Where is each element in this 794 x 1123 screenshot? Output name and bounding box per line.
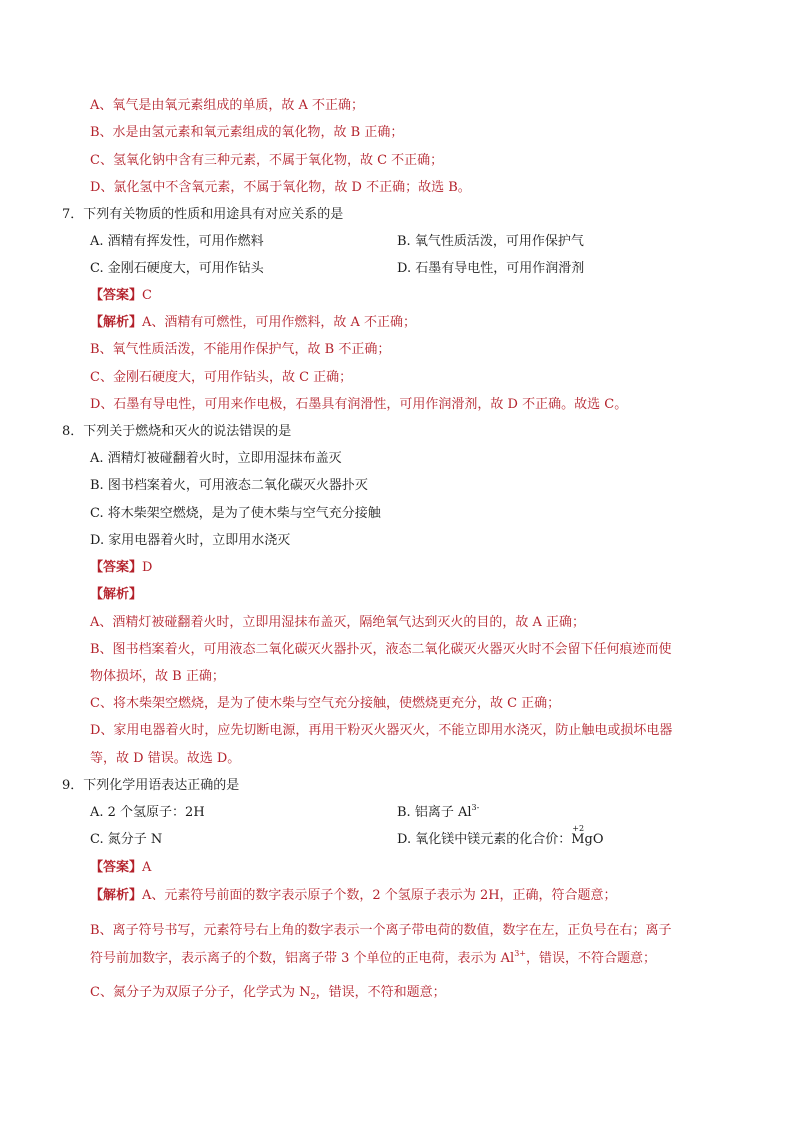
answer-tag: 【答案】 bbox=[90, 560, 143, 575]
question-8-analysis-b1: B、图书档案着火，可用液态二氧化碳灭火器扑灭，液态二氧化碳灭火器灭火时不会留下任何痕迹而使 bbox=[90, 642, 672, 657]
analysis-tag: 【解析】 bbox=[90, 888, 143, 903]
option-b-charge: 3- bbox=[471, 803, 480, 812]
question-8-answer bbox=[90, 559, 152, 577]
option-d-formula-with-valence bbox=[571, 824, 604, 849]
analysis-b2-text: 符号前加数字，表示离子的个数，铝离子带 3 个单位的正电荷，表示为 Al bbox=[90, 951, 515, 966]
analysis-line-d: D、氯化氢中不含氧元素，不属于氧化物，故 D 不正确；故选 B。 bbox=[90, 180, 471, 195]
question-9-analysis-c bbox=[90, 984, 446, 1002]
question-7-analysis-b: B、氧气性质活泼，不能用作保护气，故 B 不正确； bbox=[90, 342, 391, 357]
question-9-option-d bbox=[397, 824, 604, 849]
question-8-option-a: A. 酒精灯被碰翻着火时，立即用湿抹布盖灭 bbox=[90, 451, 342, 466]
question-9-option-b bbox=[397, 804, 479, 822]
analysis-line-c: C、氢氧化钠中含有三种元素，不属于氧化物，故 C 不正确； bbox=[90, 153, 444, 168]
question-7-option-c: C. 金刚石硬度大，可用作钻头 bbox=[90, 261, 264, 276]
analysis-c-text: C、氮分子为双原子分子，化学式为 N bbox=[90, 985, 311, 1000]
question-7-option-a: A. 酒精有挥发性，可用作燃料 bbox=[90, 234, 264, 249]
answer-value: C bbox=[142, 288, 152, 303]
aluminum-ion-charge: 3+ bbox=[514, 949, 527, 958]
analysis-text: A、元素符号前面的数字表示原子个数，2 个氢原子表示为 2H，正确，符合题意； bbox=[142, 888, 617, 903]
valence-mark: +2 bbox=[572, 824, 585, 833]
question-8-analysis-b2: 物体损坏，故 B 正确； bbox=[90, 669, 225, 684]
question-9-analysis-b1: B、离子符号书写，元素符号右上角的数字表示一个离子带电荷的数值，数字在左，正负号在右；离子 bbox=[90, 923, 672, 938]
question-9-analysis-b2 bbox=[90, 950, 656, 968]
question-8-analysis-d2: 等，故 D 错误。故选 D。 bbox=[90, 751, 241, 766]
question-8-analysis-c: C、将木柴架空燃烧，是为了使木柴与空气充分接触，使燃烧更充分，故 C 正确； bbox=[90, 696, 561, 711]
question-7-analysis-c: C、金刚石硬度大，可用作钻头，故 C 正确； bbox=[90, 370, 353, 385]
answer-tag: 【答案】 bbox=[90, 860, 143, 875]
analysis-c-tail: ，错误，不符和题意； bbox=[315, 985, 446, 1000]
answer-tag: 【答案】 bbox=[90, 288, 143, 303]
analysis-b2-tail: ，错误，不符合题意； bbox=[526, 951, 657, 966]
question-7-analysis-d: D、石墨有导电性，可用来作电极，石墨具有润滑性，可用作润滑剂，故 D 不正确。故选 C。 bbox=[90, 397, 628, 412]
question-9-answer bbox=[90, 859, 151, 877]
analysis-tag: 【解析】 bbox=[90, 315, 143, 330]
answer-value: A bbox=[142, 860, 152, 875]
question-7-option-d: D. 石墨有导电性，可用作润滑剂 bbox=[397, 261, 585, 276]
analysis-text: A、酒精有可燃性，可用作燃料，故 A 不正确； bbox=[142, 315, 417, 330]
option-d-text: D. 氧化镁中镁元素的化合价： bbox=[397, 832, 572, 847]
question-8-option-b: B. 图书档案着火，可用液态二氧化碳灭火器扑灭 bbox=[90, 478, 368, 493]
question-7-stem: 7．下列有关物质的性质和用途具有对应关系的是 bbox=[62, 207, 344, 222]
answer-value: D bbox=[142, 560, 153, 575]
nitrogen-subscript: 2 bbox=[310, 992, 316, 1001]
question-7-option-b: B. 氧气性质活泼，可用作保护气 bbox=[397, 234, 584, 249]
formula: MgO bbox=[571, 832, 604, 847]
question-8-analysis-tag: 【解析】 bbox=[90, 587, 143, 602]
question-8-option-c: C. 将木柴架空燃烧，是为了使木柴与空气充分接触 bbox=[90, 506, 381, 521]
question-9-stem: 9．下列化学用语表达正确的是 bbox=[62, 778, 240, 793]
option-b-text: B. 铝离子 Al bbox=[397, 805, 472, 820]
question-7-answer bbox=[90, 287, 152, 305]
question-9-option-c: C. 氮分子 N bbox=[90, 832, 163, 847]
analysis-line-b: B、水是由氢元素和氧元素组成的氧化物，故 B 正确； bbox=[90, 125, 404, 140]
question-7-analysis-a bbox=[90, 314, 416, 332]
analysis-line-a: A、氧气是由氧元素组成的单质，故 A 不正确； bbox=[90, 98, 365, 113]
question-8-analysis-a: A、酒精灯被碰翻着火时，立即用湿抹布盖灭，隔绝氧气达到灭火的目的，故 A 正确； bbox=[90, 615, 586, 630]
question-8-stem: 8．下列关于燃烧和灭火的说法错误的是 bbox=[62, 424, 292, 439]
question-9-analysis-a bbox=[90, 887, 617, 905]
question-8-analysis-d1: D、家用电器着火时，应先切断电源，再用干粉灭火器灭火，不能立即用水浇灭，防止触电或损坏电器 bbox=[90, 723, 673, 738]
question-8-option-d: D. 家用电器着火时，立即用水浇灭 bbox=[90, 533, 291, 548]
question-9-option-a: A. 2 个氢原子：2H bbox=[90, 805, 205, 820]
